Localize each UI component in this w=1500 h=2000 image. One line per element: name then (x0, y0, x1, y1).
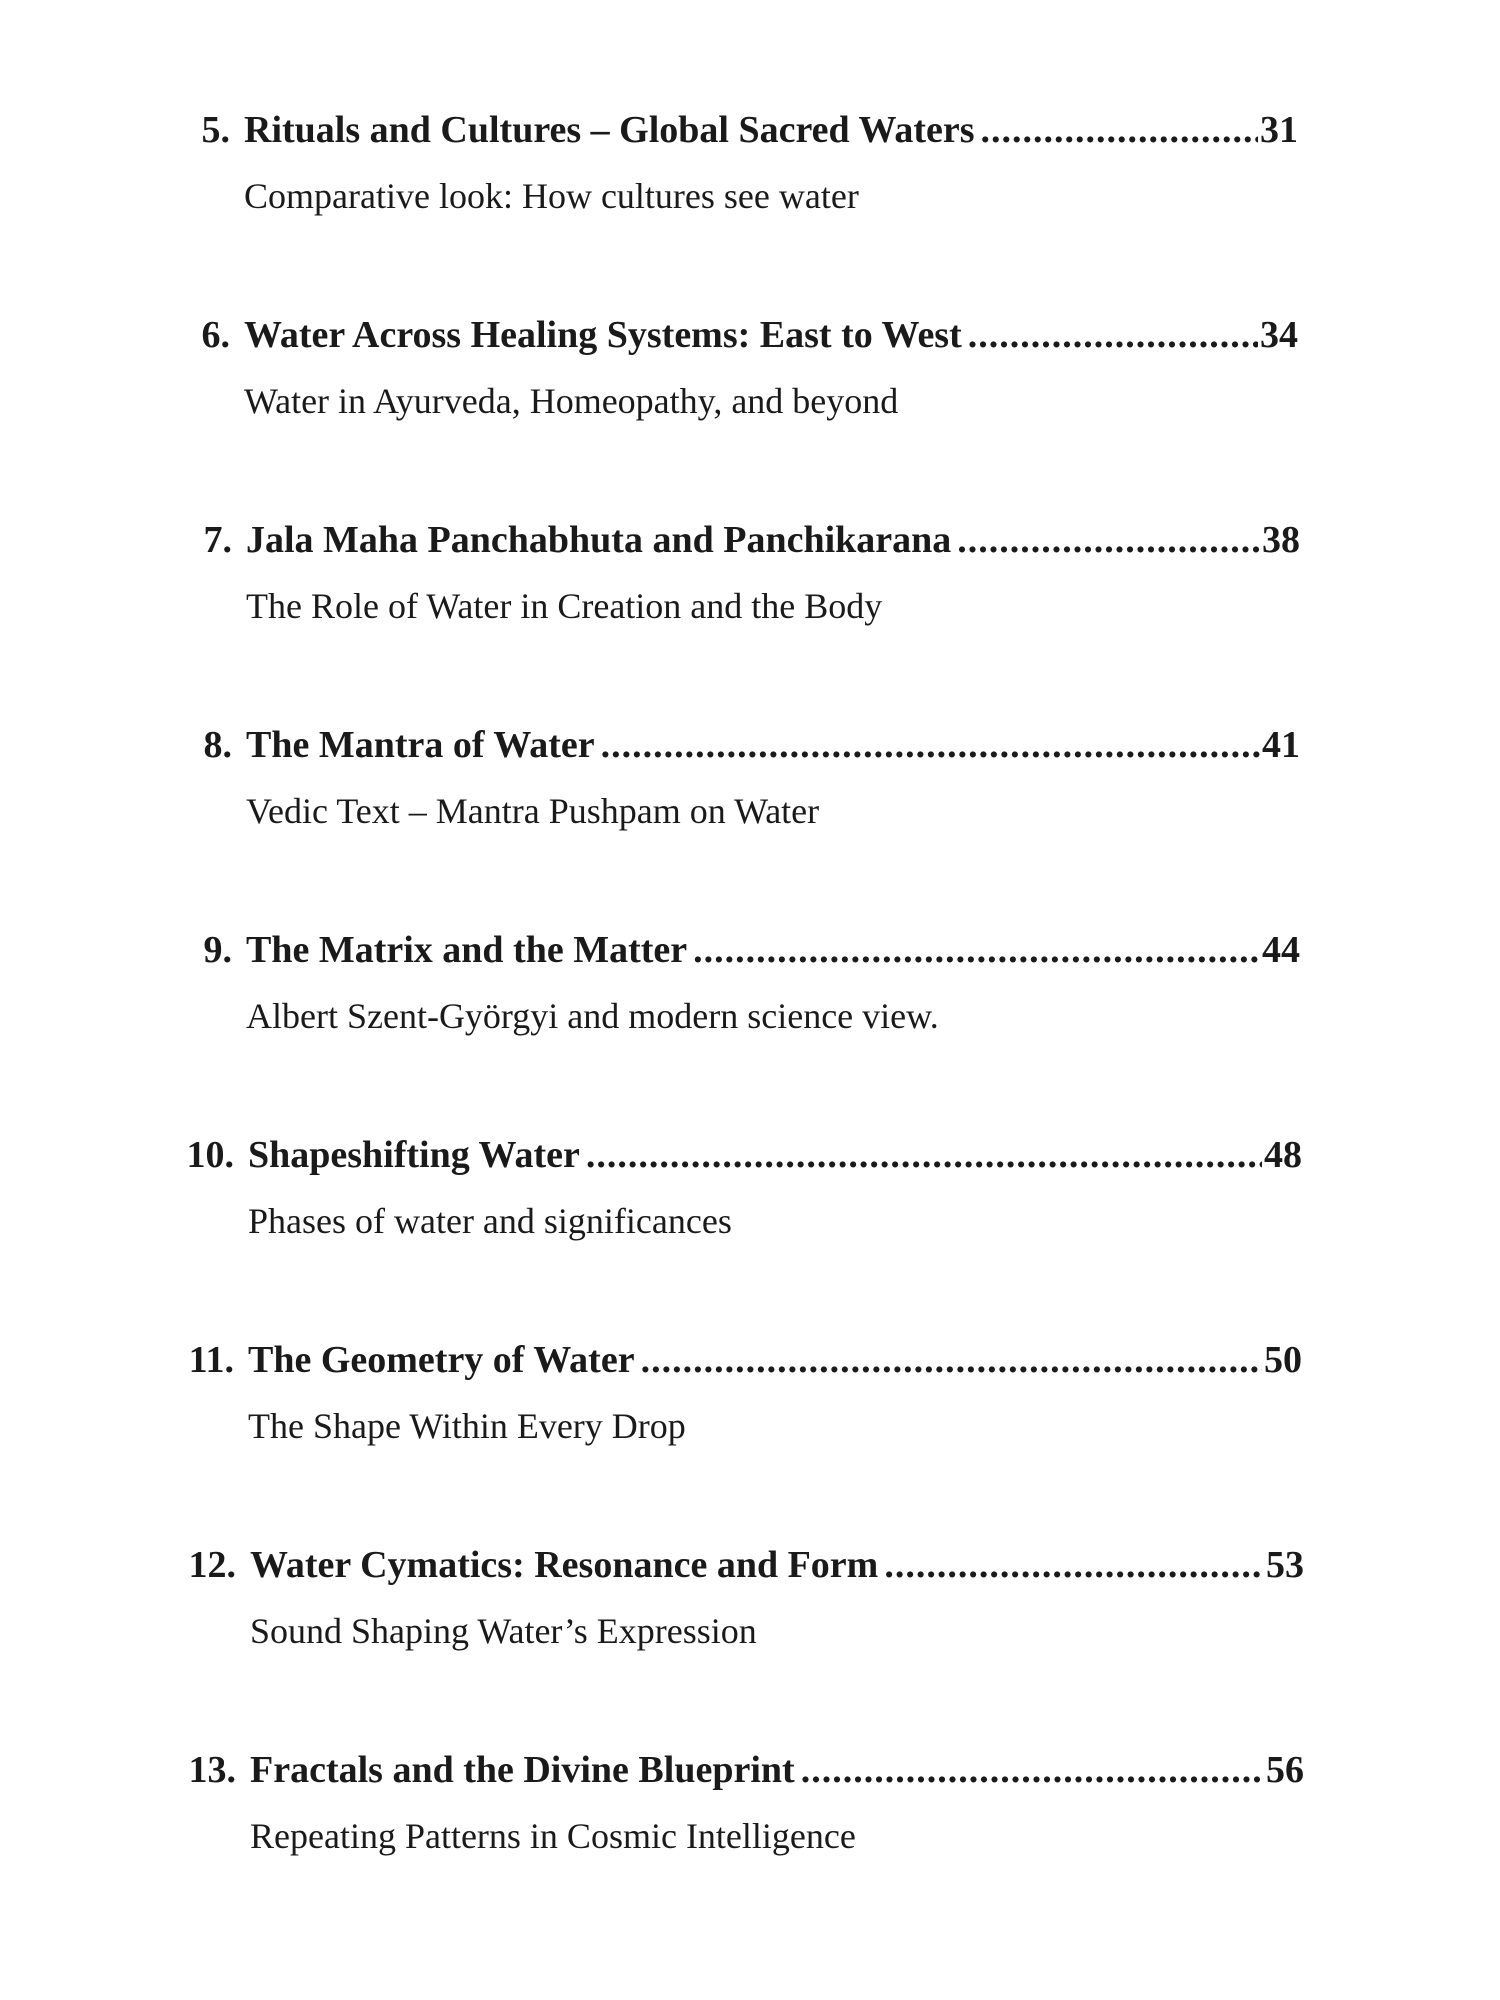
entry-title: The Geometry of Water (248, 1339, 635, 1381)
entry-number: 7. (203, 519, 232, 561)
entry-page-number: 50 (1264, 1339, 1302, 1381)
dot-leader (968, 313, 1258, 357)
entry-subtitle: Phases of water and significances (248, 1201, 732, 1241)
entry-subtitle: The Shape Within Every Drop (248, 1406, 686, 1446)
toc-entry-13 (164, 1748, 1304, 1858)
entry-title: The Matrix and the Matter (246, 929, 688, 971)
toc-entry-heading (160, 518, 1300, 562)
toc-entry-8 (160, 723, 1300, 833)
entry-page-number: 48 (1264, 1134, 1302, 1176)
toc-entry-7 (160, 518, 1300, 628)
entry-number: 12. (188, 1544, 236, 1586)
entry-title: Water Cymatics: Resonance and Form (250, 1544, 879, 1586)
toc-entry-heading (162, 1133, 1302, 1177)
entry-subtitle: The Role of Water in Creation and the Body (246, 586, 883, 626)
entry-number: 10. (186, 1134, 234, 1176)
dot-leader (981, 108, 1258, 152)
dot-leader (641, 1338, 1262, 1382)
entry-title: Water Across Healing Systems: East to West (244, 314, 962, 356)
toc-entry-heading (162, 1338, 1302, 1382)
entry-subtitle: Comparative look: How cultures see water (244, 176, 859, 216)
entry-number: 11. (188, 1339, 234, 1381)
entry-title: Jala Maha Panchabhuta and Panchikarana (246, 519, 952, 561)
entry-page-number: 38 (1262, 519, 1300, 561)
entry-title: Rituals and Cultures – Global Sacred Waters (244, 109, 975, 151)
entry-title: Fractals and the Divine Blueprint (250, 1749, 795, 1791)
entry-page-number: 53 (1266, 1544, 1304, 1586)
entry-number: 8. (203, 724, 232, 766)
dot-leader (801, 1748, 1264, 1792)
entry-page-number: 41 (1262, 724, 1300, 766)
toc-entry-11 (162, 1338, 1302, 1448)
entry-number: 5. (201, 109, 230, 151)
dot-leader (586, 1133, 1262, 1177)
toc-entry-6 (158, 313, 1298, 423)
entry-page-number: 44 (1262, 929, 1300, 971)
toc-entry-heading (160, 723, 1300, 767)
entry-page-number: 56 (1266, 1749, 1304, 1791)
entry-number: 13. (188, 1749, 236, 1791)
toc-entry-9 (160, 928, 1300, 1038)
entry-title: The Mantra of Water (246, 724, 595, 766)
entry-page-number: 31 (1260, 109, 1298, 151)
toc-entry-heading (164, 1543, 1304, 1587)
dot-leader (884, 1543, 1264, 1587)
toc-entry-heading (158, 108, 1298, 152)
entry-subtitle: Albert Szent-Györgyi and modern science view. (246, 996, 939, 1036)
entry-page-number: 34 (1260, 314, 1298, 356)
entry-number: 9. (203, 929, 232, 971)
entry-subtitle: Repeating Patterns in Cosmic Intelligence (250, 1816, 856, 1856)
toc-entry-heading (164, 1748, 1304, 1792)
toc-entry-5 (158, 108, 1298, 218)
entry-subtitle: Vedic Text – Mantra Pushpam on Water (246, 791, 820, 831)
entry-subtitle: Water in Ayurveda, Homeopathy, and beyond (244, 381, 899, 421)
dot-leader (957, 518, 1260, 562)
dot-leader (693, 928, 1260, 972)
entry-number: 6. (201, 314, 230, 356)
entry-subtitle: Sound Shaping Water’s Expression (250, 1611, 757, 1651)
toc-entry-heading (158, 313, 1298, 357)
toc-entry-heading (160, 928, 1300, 972)
dot-leader (601, 723, 1260, 767)
entry-title: Shapeshifting Water (248, 1134, 580, 1176)
toc-entry-10 (162, 1133, 1302, 1243)
toc-entry-12 (164, 1543, 1304, 1653)
